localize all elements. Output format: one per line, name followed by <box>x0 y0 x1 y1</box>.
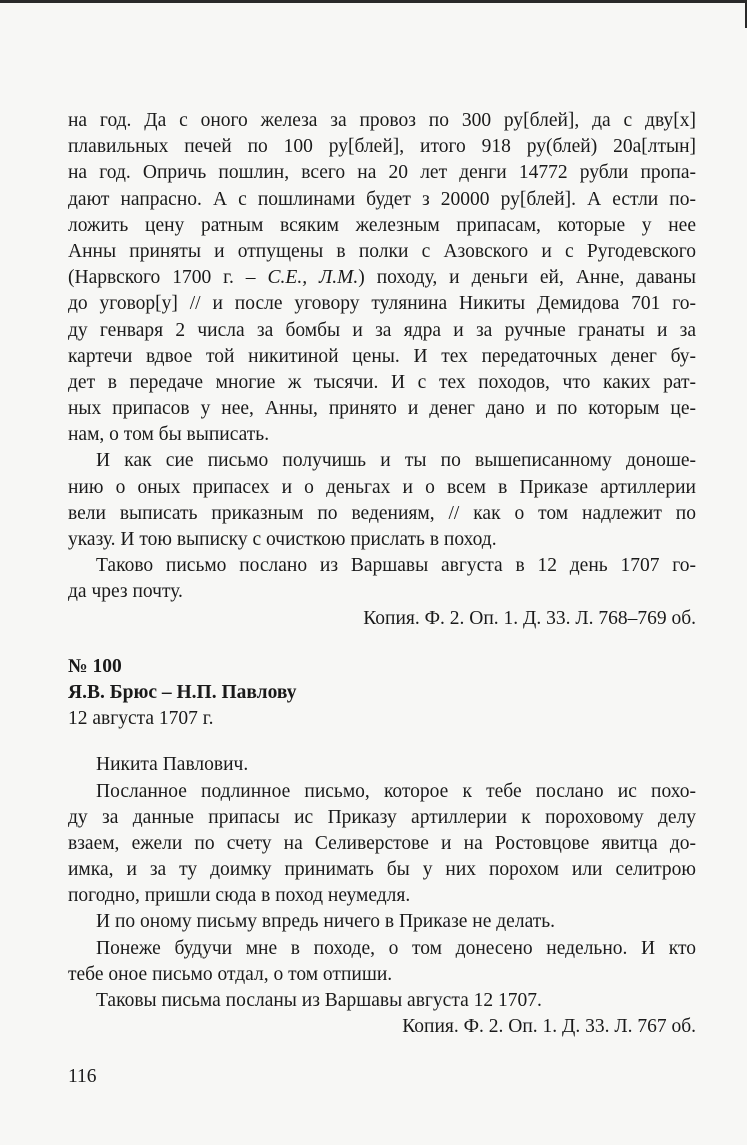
text-line: ду генваря 2 числа за бомбы и за ядра и за ручные гранаты и за <box>68 319 696 341</box>
document-date: 12 августа 1707 г. <box>68 708 214 730</box>
text-line: да чрез почту. <box>68 581 183 603</box>
text-line: до уговор[у] // и после уговору тулянина Никиты Демидова 701 го- <box>68 293 696 315</box>
page-body <box>68 108 696 1040</box>
text-line: тебе оное письмо отдал, о том отпиши. <box>68 963 393 985</box>
document-title: Я.В. Брюс – Н.П. Павлову <box>68 681 297 703</box>
section-gap <box>68 732 696 752</box>
text-line: И как сие письмо получишь и ты по вышеписанному доноше- <box>96 450 696 472</box>
paragraph-3 <box>68 553 696 605</box>
text-line: Анны приняты и отпущены в полки с Азовского и с Ругодевского <box>68 240 696 262</box>
document-header <box>68 654 696 733</box>
text-line: погодно, пришли сюда в поход неумедля. <box>68 885 411 907</box>
text-line: нию о оных припасех и о деньгах и о всем в Приказе артиллерии <box>68 476 696 498</box>
text-line: ложить цену ратным всяким железным припасам, которые у нее <box>68 214 696 236</box>
text-line: взаем, ежели по счету на Селиверстове и на Ростовцове явитца до- <box>68 832 696 854</box>
text-line: Посланное подлинное письмо, которое к тебе послано ис похо- <box>96 780 696 802</box>
text-line: Таковы письма посланы из Варшавы августа 12 1707. <box>96 990 542 1011</box>
text-line: имка, и за ту доимку принимать бы у них порохом или селитрою <box>68 859 696 881</box>
text-fragment: ) походу, и деньги ей, Анне, даваны <box>358 267 696 289</box>
text-line: на год. Опричь пошлин, всего на 20 лет денги 14772 рубли пропа- <box>68 162 696 184</box>
text-line: картечи вдвое той никитиной цены. И тех передаточных денег бу- <box>68 345 696 367</box>
text-line: дет в передаче многие ж тысячи. И с тех походов, что каких рат- <box>68 371 696 393</box>
text-line: дают напрасно. А с пошлинами будет з 20000 ру[блей]. А естли по- <box>68 188 696 210</box>
paragraph-2 <box>68 448 696 553</box>
archive-citation: Копия. Ф. 2. Оп. 1. Д. 33. Л. 767 об. <box>402 1016 696 1038</box>
salutation: Никита Павлович. <box>96 754 249 776</box>
text-line: И по оному письму впредь ничего в Приказе не делать. <box>96 911 556 933</box>
text-line: указу. И тою выписку с очисткою прислать в поход. <box>68 529 497 550</box>
text-line: Таково письмо послано из Варшавы августа в 12 день 1707 го- <box>96 555 696 577</box>
text-line <box>68 265 696 291</box>
text-line: нам, о том бы выписать. <box>68 424 270 446</box>
section-gap <box>68 632 696 654</box>
paragraph-1 <box>68 108 696 448</box>
text-fragment: (Нарвского 1700 г. – <box>68 267 268 289</box>
page-number: 116 <box>68 1066 97 1087</box>
text-line: ду за данные припасы ис Приказу артиллерии к пороховому делу <box>68 806 696 828</box>
text-line: на год. Да с оного железа за провоз по 300 ру[блей], да с дву[х] <box>68 110 696 131</box>
page-top-border <box>0 0 747 3</box>
document-number: № 100 <box>68 655 122 677</box>
archive-citation: Копия. Ф. 2. Оп. 1. Д. 33. Л. 768–769 об. <box>363 607 696 629</box>
text-line: ных припасов у нее, Анны, принято и денег дано и по которым це- <box>68 398 696 420</box>
text-line: плавильных печей по 100 ру[блей], итого 918 ру(блей) 20а[лтын] <box>68 136 696 158</box>
text-line: вели выписать приказным по ведениям, // как о том надлежит по <box>68 502 696 524</box>
text-line: Понеже будучи мне в походе, о том донесено недельно. И кто <box>96 937 696 959</box>
letter-body <box>68 752 696 1014</box>
editor-initials: С.Е., Л.М. <box>267 267 359 289</box>
